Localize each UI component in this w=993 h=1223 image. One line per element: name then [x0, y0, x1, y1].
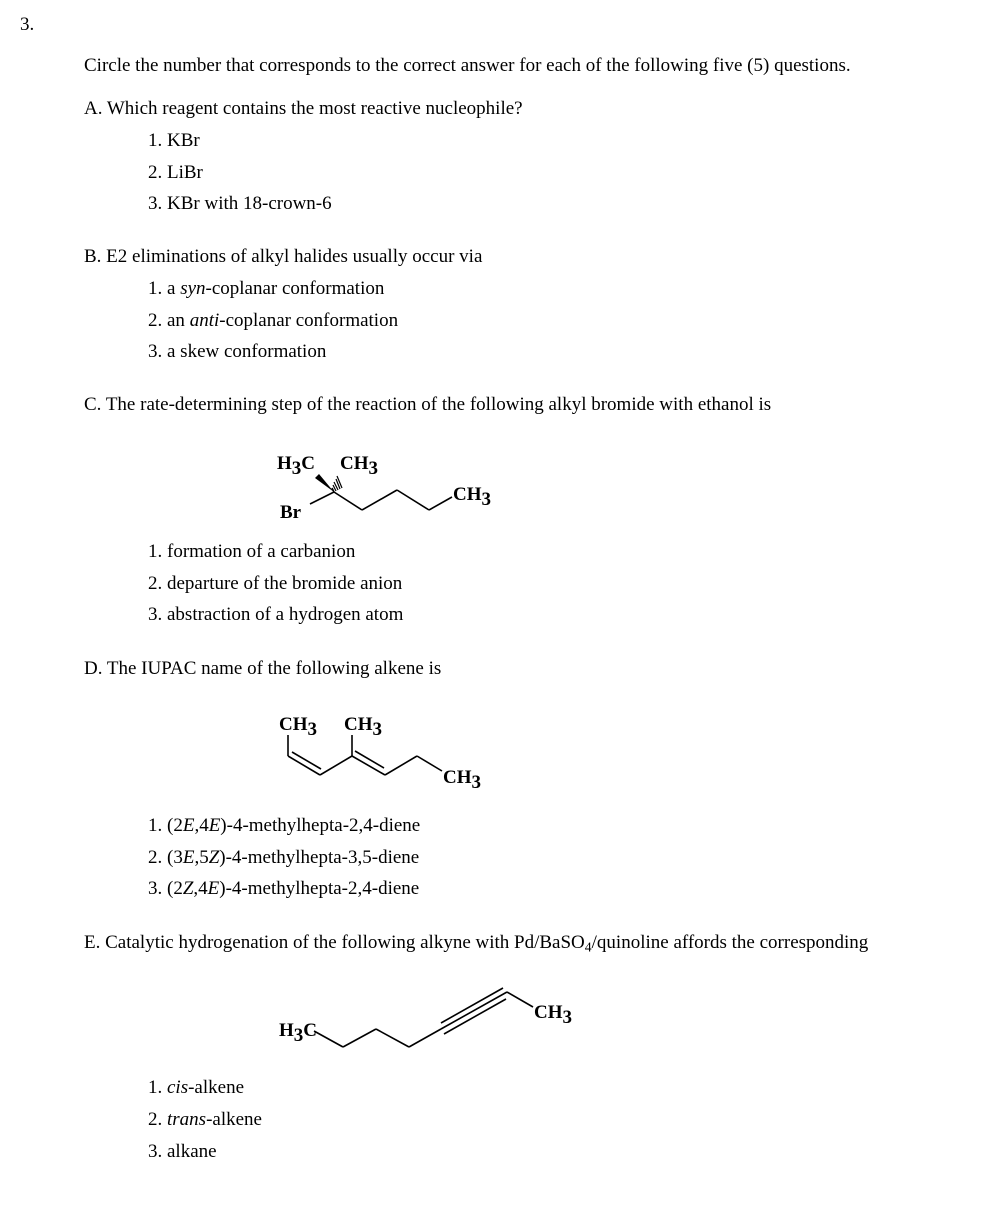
question-d-option-1[interactable]: 1. (2E,4E)-4-methylhepta-2,4-diene	[148, 815, 421, 836]
question-number: 3.	[20, 14, 35, 35]
question-b-option-2[interactable]: 2. an anti-coplanar conformation	[148, 310, 399, 331]
chain-bond	[314, 1031, 343, 1047]
question-e-option-3[interactable]: 3. alkane	[148, 1141, 217, 1162]
question-c-option-3[interactable]: 3. abstraction of a hydrogen atom	[148, 604, 404, 625]
question-e-option-2[interactable]: 2. trans-alkene	[148, 1109, 262, 1130]
question-e-option-1[interactable]: 1. cis-alkene	[148, 1077, 245, 1098]
methyl-label-1: CH3	[279, 714, 317, 740]
question-b-option-1[interactable]: 1. a syn-coplanar conformation	[148, 278, 385, 299]
terminal-methyl-label: CH3	[534, 1002, 572, 1028]
methyl-label-h3c: H3C	[277, 453, 316, 479]
terminal-methyl-label: CH3	[453, 484, 491, 510]
chain-bond	[409, 1029, 441, 1047]
question-a-option-3[interactable]: 3. KBr with 18-crown-6	[148, 193, 332, 214]
question-c-option-2[interactable]: 2. departure of the bromide anion	[148, 573, 403, 594]
question-b-stem: B. E2 eliminations of alkyl halides usually occur via	[84, 246, 483, 267]
methyl-label-h3c: H3C	[279, 1020, 318, 1046]
chain-bond	[507, 992, 533, 1007]
methyl-label-ch3: CH3	[340, 453, 378, 479]
chain-bond	[376, 1029, 409, 1047]
question-b-option-3[interactable]: 3. a skew conformation	[148, 341, 327, 362]
terminal-methyl-label: CH3	[443, 767, 481, 793]
methyl-label-2: CH3	[344, 714, 382, 740]
question-a-option-2[interactable]: 2. LiBr	[148, 162, 203, 183]
question-d-option-2[interactable]: 2. (3E,5Z)-4-methylhepta-3,5-diene	[148, 847, 420, 868]
instructions: Circle the number that corresponds to the correct answer for each of the following five (5) questions.	[84, 55, 851, 76]
question-d-option-3[interactable]: 3. (2Z,4E)-4-methylhepta-2,4-diene	[148, 878, 420, 899]
question-c-stem: C. The rate-determining step of the reaction of the following alkyl bromide with ethanol is	[84, 394, 772, 415]
question-c-option-1[interactable]: 1. formation of a carbanion	[148, 541, 356, 562]
chain-bond	[343, 1029, 376, 1047]
question-e-stem: E. Catalytic hydrogenation of the following alkyne with Pd/BaSO$_4$/quinoline affords the corresponding	[84, 932, 869, 955]
question-a-option-1[interactable]: 1. KBr	[148, 130, 200, 151]
question-a-stem: A. Which reagent contains the most reactive nucleophile?	[84, 98, 523, 119]
triple-bond-center	[441, 992, 507, 1029]
bromine-label: Br	[280, 502, 302, 523]
question-d-stem: D. The IUPAC name of the following alkene is	[84, 658, 442, 679]
